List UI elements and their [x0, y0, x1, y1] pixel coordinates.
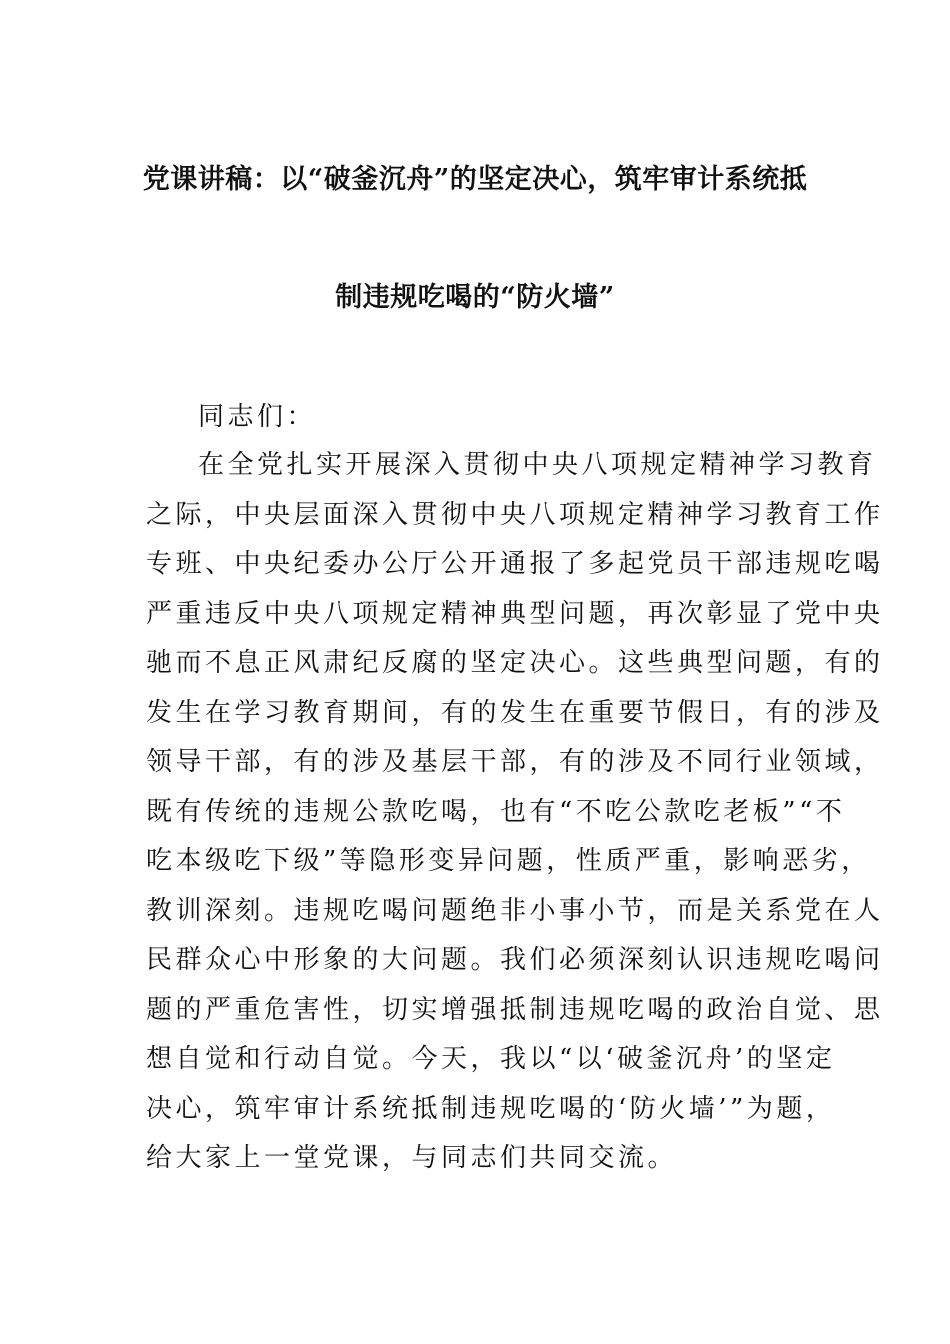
paragraph-line: 专班、中央纪委办公厅公开通报了多起党员干部违规吃喝: [146, 549, 884, 579]
document-title-line-2: 制违规吃喝的“防火墙”: [335, 282, 615, 313]
paragraph-line: 决心，筑牢审计系统抵制违规吃喝的‘防火墙’”为题，: [146, 1093, 836, 1124]
body-paragraph: [146, 441, 884, 1184]
paragraph-line: 吃本级吃下级”等隐形变异问题，性质严重，影响恶劣，: [146, 846, 871, 876]
paragraph-line: 想自觉和行动自觉。今天，我以“以‘破釜沉舟’的坚定: [146, 1044, 836, 1074]
paragraph-line: 给大家上一堂党课，与同志们共同交流。: [146, 1143, 678, 1173]
paragraph-line: 驰而不息正风肃纪反腐的坚定决心。这些典型问题，有的: [146, 648, 884, 678]
paragraph-line: 教训深刻。违规吃喝问题绝非小事小节，而是关系党在人: [146, 895, 884, 926]
paragraph-line: 在全党扎实开展深入贯彻中央八项规定精神学习教育: [198, 450, 877, 480]
paragraph-line: 题的严重危害性，切实增强抵制违规吃喝的政治自觉、思: [146, 994, 884, 1025]
paragraph-line: 之际，中央层面深入贯彻中央八项规定精神学习教育工作: [146, 499, 884, 530]
paragraph-line: 严重违反中央八项规定精神典型问题，再次彰显了党中央: [146, 598, 884, 629]
paragraph-line: 民群众心中形象的大问题。我们必须深刻认识违规吃喝问: [146, 945, 884, 975]
paragraph-line: 发生在学习教育期间，有的发生在重要节假日，有的涉及: [146, 697, 884, 728]
paragraph-line: 既有传统的违规公款吃喝，也有“不吃公款吃老板”“不: [146, 796, 846, 827]
document-title-line-1: 党课讲稿：以“破釜沉舟”的坚定决心，筑牢审计系统抵: [142, 164, 808, 195]
salutation: 同志们：: [198, 402, 317, 432]
paragraph-line: 领导干部，有的涉及基层干部，有的涉及不同行业领域，: [146, 747, 884, 777]
